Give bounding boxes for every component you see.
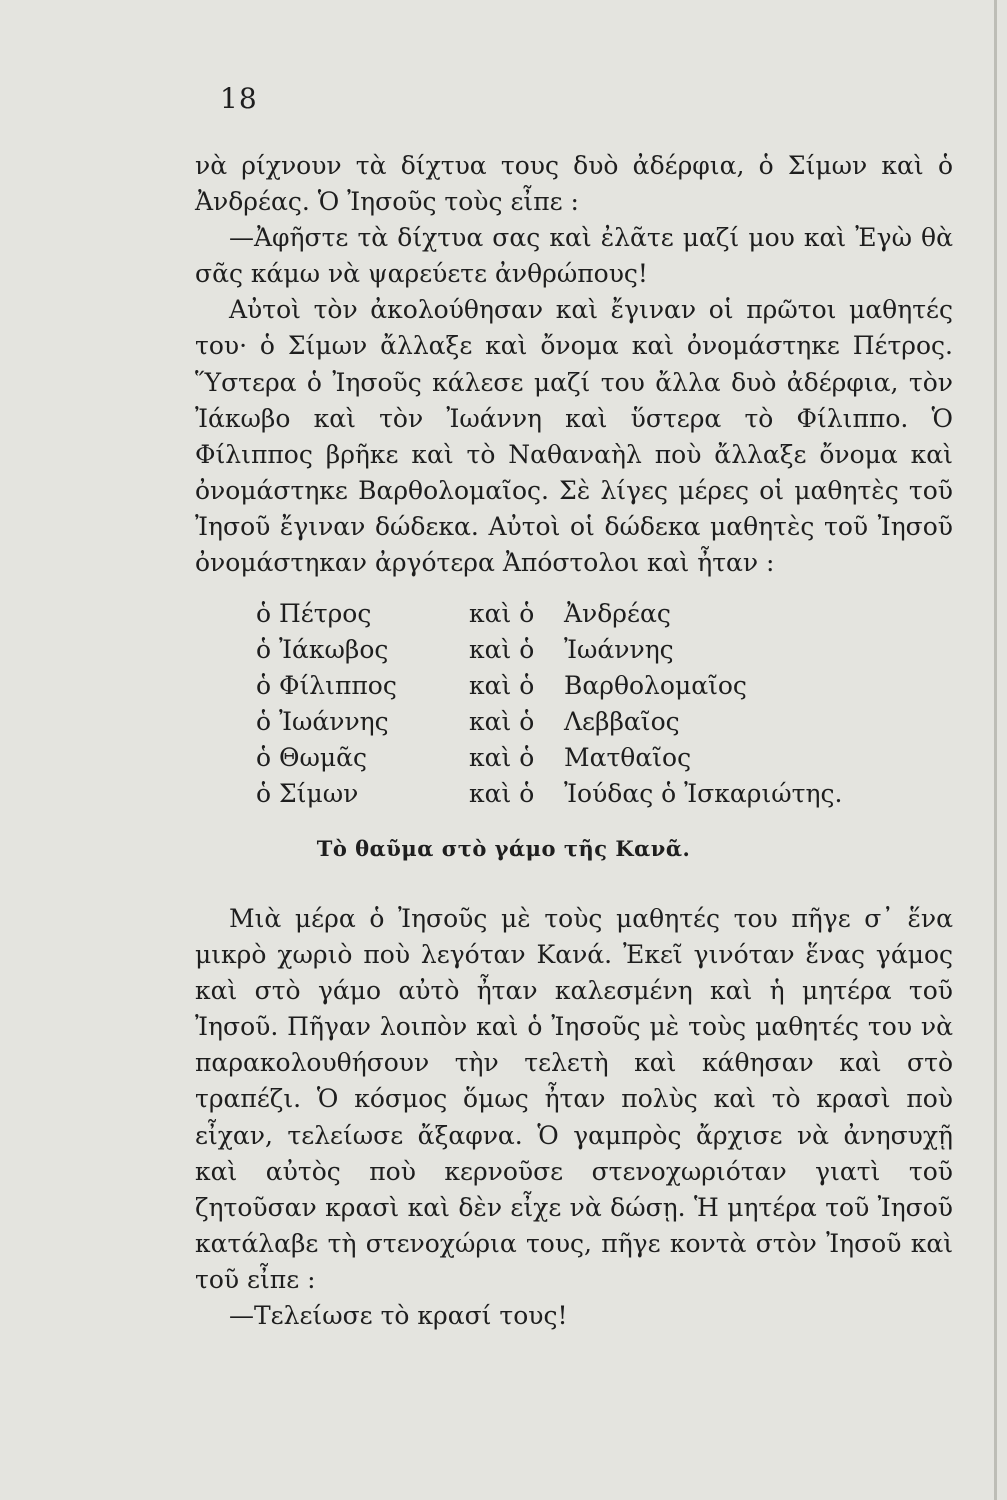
- apostle-row: [256, 632, 896, 668]
- apostles-list: [256, 596, 896, 813]
- apostle-left: ὁ Ἰωάννης: [256, 707, 389, 737]
- apostle-row: [256, 776, 896, 812]
- apostle-conjunction: καὶ ὁ: [469, 707, 535, 737]
- apostle-right: Ἀνδρέας: [564, 599, 671, 628]
- apostle-conjunction: καὶ ὁ: [469, 599, 535, 628]
- apostle-right: Λεββαῖος: [564, 707, 680, 737]
- paragraph: Αὐτοὶ τὸν ἀκολούθησαν καὶ ἔγιναν οἱ πρῶτοι μαθητές του· ὁ Σίμων ἄλλαξε καὶ ὄνομα καὶ ὀνομάστηκε Πέτρος. Ὕστερα ὁ Ἰησοῦς κάλεσε μαζί του ἄλλα δυὸ ἀδέρφια, τὸν Ἰάκωβο καὶ τὸν Ἰωάννη καὶ ὕστερα τὸ Φίλιππο. Ὁ Φίλιππος βρῆκε καὶ τὸ Ναθαναὴλ ποὺ ἄλλαξε ὄνομα καὶ ὀνομάστηκε Βαρθολομαῖος. Σὲ λίγες μέρες οἱ μαθητὲς τοῦ Ἰησοῦ ἔγιναν δώδεκα. Αὐτοὶ οἱ δώδεκα μαθητὲς τοῦ Ἰησοῦ ὀνομάστηκαν ἀργότερα Ἀπόστολοι καὶ ἦταν :: [195, 295, 953, 578]
- paragraph: —Ἀφῆστε τὰ δίχτυα σας καὶ ἐλᾶτε μαζί μου καὶ Ἐγὼ θὰ σᾶς κάμω νὰ ψαρεύετε ἀνθρώπους!: [195, 223, 953, 289]
- paragraph: —Τελείωσε τὸ κρασί τους!: [229, 1301, 568, 1331]
- apostle-conjunction: καὶ ὁ: [469, 779, 535, 809]
- apostle-conjunction: καὶ ὁ: [469, 743, 535, 773]
- apostle-left: ὁ Σίμων: [256, 779, 359, 809]
- apostle-row: [256, 596, 896, 632]
- page-number: 18: [220, 82, 258, 115]
- page-edge: [994, 0, 997, 1500]
- apostle-row: [256, 668, 896, 704]
- apostle-left: ὁ Ἰάκωβος: [256, 635, 389, 665]
- apostle-left: ὁ Πέτρος: [256, 599, 372, 628]
- apostle-right: Βαρθολομαῖος: [564, 671, 747, 701]
- apostle-conjunction: καὶ ὁ: [469, 635, 535, 665]
- paragraph: νὰ ρίχνουν τὰ δίχτυα τους δυὸ ἀδέρφια, ὁ Σίμων καὶ ὁ Ἀνδρέας. Ὁ Ἰησοῦς τοὺς εἶπε :: [195, 151, 953, 217]
- apostle-right: Ματθαῖος: [564, 743, 692, 773]
- section-heading: Τὸ θαῦμα στὸ γάμο τῆς Κανᾶ.: [316, 836, 691, 861]
- apostle-left: ὁ Θωμᾶς: [256, 743, 368, 773]
- apostle-conjunction: καὶ ὁ: [469, 671, 535, 701]
- text-block-bottom: [195, 901, 953, 1334]
- apostle-row: [256, 704, 896, 740]
- paragraph: Μιὰ μέρα ὁ Ἰησοῦς μὲ τοὺς μαθητές του πῆγε σ᾽ ἕνα μικρὸ χωριὸ ποὺ λεγόταν Κανά. Ἐκεῖ γινόταν ἕνας γάμος καὶ στὸ γάμο αὐτὸ ἦταν καλεσμένη καὶ ἡ μητέρα τοῦ Ἰησοῦ. Πῆγαν λοιπὸν καὶ ὁ Ἰησοῦς μὲ τοὺς μαθητές του νὰ παρακολουθήσουν τὴν τελετὴ καὶ κάθησαν καὶ στὸ τραπέζι. Ὁ κόσμος ὅμως ἦταν πολὺς καὶ τὸ κρασὶ ποὺ εἶχαν, τελείωσε ἄξαφνα. Ὁ γαμπρὸς ἄρχισε νὰ ἀνησυχῇ καὶ αὐτὸς ποὺ κερνοῦσε στενοχωριόταν γιατὶ τοῦ ζητοῦσαν κρασὶ καὶ δὲν εἶχε νὰ δώσῃ. Ἡ μητέρα τοῦ Ἰησοῦ κατάλαβε τὴ στενοχώρια τους, πῆγε κοντὰ στὸν Ἰησοῦ καὶ τοῦ εἶπε :: [195, 904, 953, 1294]
- apostle-right: Ἰωάννης: [564, 635, 674, 665]
- apostle-row: [256, 740, 896, 776]
- apostle-left: ὁ Φίλιππος: [256, 671, 397, 701]
- text-block-top: [195, 148, 953, 581]
- apostle-right: Ἰούδας ὁ Ἰσκαριώτης.: [564, 779, 843, 809]
